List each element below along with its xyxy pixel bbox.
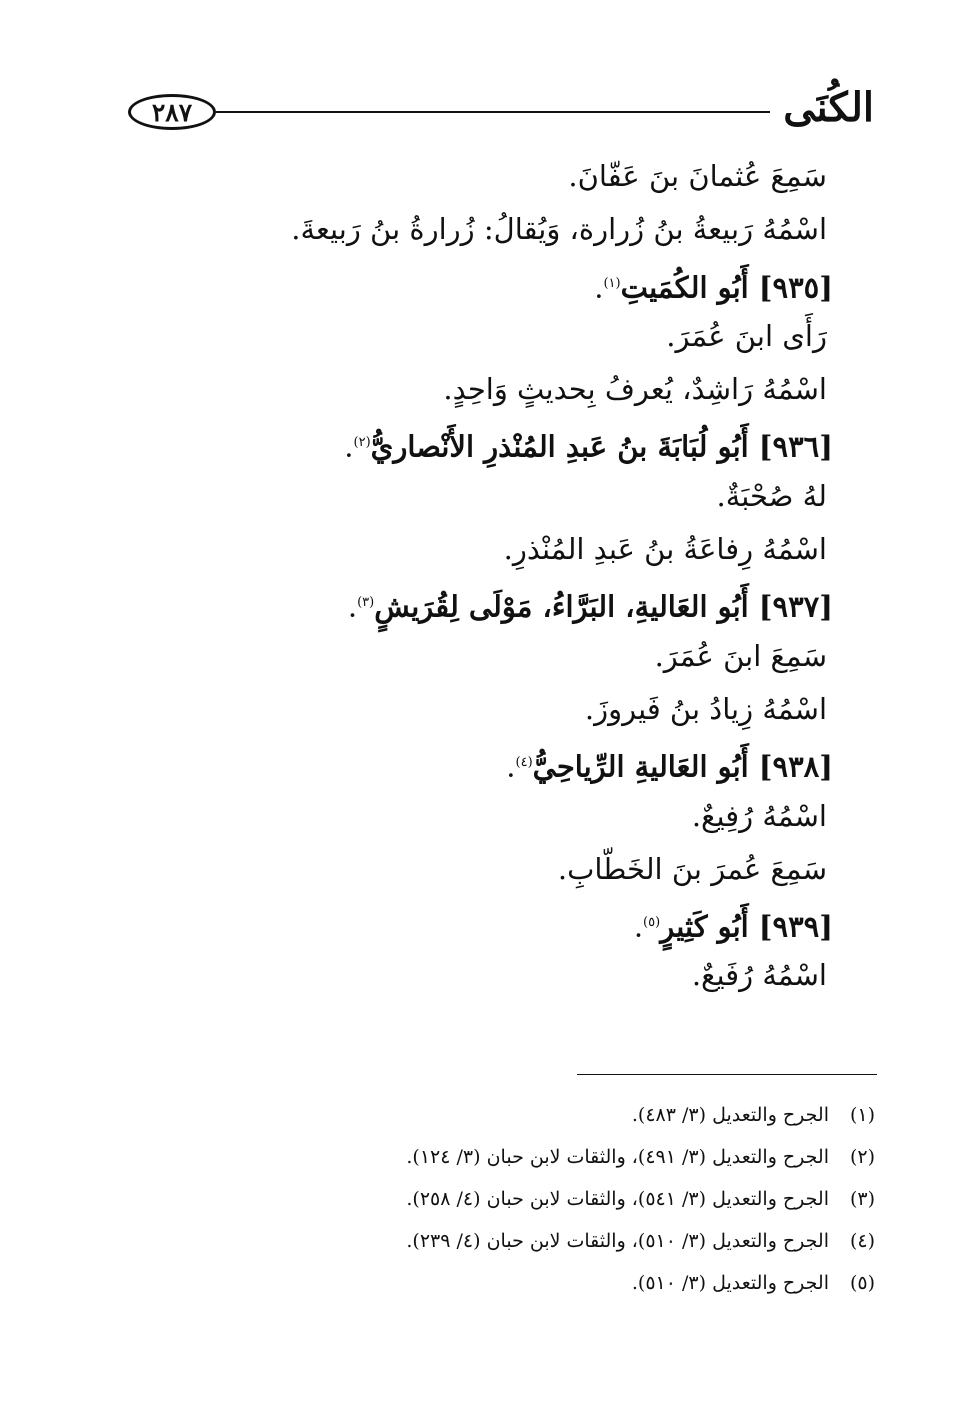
entry-heading	[133, 257, 833, 310]
page-number: ٢٨٧	[128, 94, 216, 130]
line-text: لهُ صُحْبَةٌ.	[716, 478, 827, 513]
footnote-number: (٣)	[849, 1188, 875, 1210]
text-line	[133, 949, 833, 1002]
footnote-ref: (٤)	[515, 755, 533, 771]
text-line	[133, 470, 833, 523]
line-text: [٩٣٦] أَبُو لُبَابَةَ بنُ عَبدِ المُنْذرِ الأَنْصاريُّ	[370, 430, 833, 465]
text-line	[133, 683, 833, 736]
footnote-rule	[577, 1074, 877, 1075]
text-line	[133, 363, 833, 416]
header-rule	[216, 111, 770, 113]
running-title: الكُنَى	[783, 84, 874, 131]
entry-heading	[133, 736, 833, 789]
line-text: رَأَى ابنَ عُمَرَ.	[666, 318, 827, 353]
line-tail: .	[633, 909, 644, 944]
page-header	[120, 78, 880, 142]
footnote	[175, 1094, 875, 1136]
line-text: [٩٣٨] أَبُو العَاليةِ الرِّياحِيُّ	[532, 749, 833, 784]
footnote-number: (٥)	[849, 1272, 875, 1294]
line-tail: .	[347, 590, 358, 625]
line-tail: .	[506, 749, 516, 784]
footnote	[175, 1136, 875, 1178]
line-text: اسْمُهُ رُفِيعٌ.	[691, 798, 827, 833]
text-line	[133, 150, 833, 203]
line-text: اسْمُهُ رِفاعَةُ بنُ عَبدِ المُنْذرِ.	[503, 532, 827, 567]
footnote	[175, 1262, 875, 1304]
text-line	[133, 523, 833, 576]
footnote-text: الجرح والتعديل (٣/ ٥٤١)، والثقات لابن حبان (٤/ ٢٥٨).	[406, 1188, 829, 1210]
footnote-ref: (٣)	[357, 595, 375, 611]
line-text: [٩٣٥] أَبُو الكُمَيتِ	[620, 270, 833, 305]
footnote-text: الجرح والتعديل (٣/ ٤٨٣).	[631, 1104, 829, 1126]
line-text: [٩٣٩] أَبُو كَثِيرٍ	[660, 909, 833, 944]
line-tail: .	[594, 270, 604, 305]
footnote-number: (٢)	[849, 1146, 875, 1168]
line-tail: .	[344, 430, 354, 465]
footnote-ref: (٥)	[643, 915, 661, 931]
footnote	[175, 1220, 875, 1262]
footnote-text: الجرح والتعديل (٣/ ٥١٠).	[631, 1272, 829, 1294]
line-text: اسْمُهُ رَبيعةُ بنُ زُرارة، وَيُقالُ: زُرارةُ بنُ رَبيعةَ.	[291, 212, 827, 247]
text-line	[133, 630, 833, 683]
line-text: سَمِعَ عُثمانَ بنَ عَفّانَ.	[568, 159, 827, 193]
footnotes	[175, 1094, 875, 1304]
footnote-number: (٤)	[849, 1230, 875, 1252]
text-line	[133, 790, 833, 843]
footnote-text: الجرح والتعديل (٣/ ٤٩١)، والثقات لابن حبان (٣/ ١٢٤).	[406, 1146, 829, 1168]
body-text	[133, 150, 833, 1003]
line-text: اسْمُهُ رُفَيعٌ.	[691, 958, 827, 993]
line-text: اسْمُهُ رَاشِدٌ، يُعرفُ بِحديثٍ وَاحِدٍ.	[443, 372, 827, 407]
footnote-ref: (١)	[603, 275, 621, 291]
line-text: سَمِعَ ابنَ عُمَرَ.	[654, 638, 827, 673]
text-line	[133, 203, 833, 256]
entry-heading	[133, 416, 833, 469]
entry-heading	[133, 576, 833, 629]
text-line	[133, 310, 833, 363]
line-text: اسْمُهُ زِيادُ بنُ فَيروزَ.	[584, 691, 827, 726]
text-line	[133, 843, 833, 896]
footnote	[175, 1178, 875, 1220]
line-text: [٩٣٧] أَبُو العَاليةِ، البَرَّاءُ، مَوْلَى لِقُرَيشٍ	[374, 590, 833, 625]
line-text: سَمِعَ عُمرَ بنَ الخَطّابِ.	[557, 851, 827, 886]
footnote-number: (١)	[849, 1104, 875, 1126]
footnote-text: الجرح والتعديل (٣/ ٥١٠)، والثقات لابن حبان (٤/ ٢٣٩).	[406, 1230, 829, 1252]
entry-heading	[133, 896, 833, 949]
footnote-ref: (٢)	[353, 435, 371, 451]
